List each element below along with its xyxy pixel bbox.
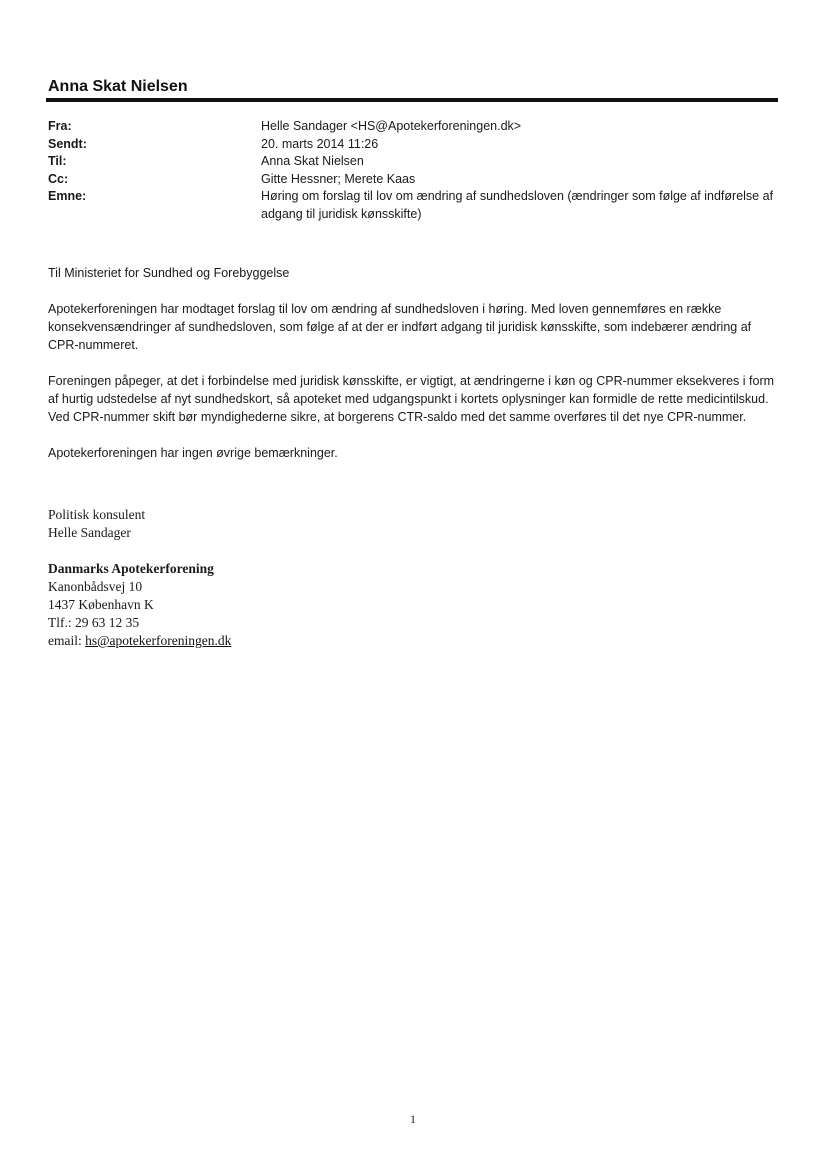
meta-label-sent: Sendt:	[48, 136, 87, 151]
meta-row-subject	[48, 188, 778, 223]
meta-label-to: Til:	[48, 154, 67, 168]
email-body	[48, 264, 778, 480]
body-paragraph-1: Apotekerforeningen har modtaget forslag til lov om ændring af sundhedsloven i høring. Med loven gennemføres en række konsekvensændringer af sundhedsloven, som følge af at der er indført adgang til juridisk kønsskifte, som indebærer ændring af CPR-nummeret.	[48, 302, 752, 352]
signature-organization: Danmarks Apotekerforening	[48, 561, 214, 576]
meta-label-subject: Emne:	[48, 189, 87, 203]
signature-email-line	[48, 632, 548, 650]
signature-city: 1437 København K	[48, 597, 154, 612]
signature-street: Kanonbådsvej 10	[48, 579, 143, 594]
meta-row-cc	[48, 171, 778, 189]
meta-row-from	[48, 118, 778, 136]
signature-phone: Tlf.: 29 63 12 35	[48, 615, 140, 630]
greeting: Til Ministeriet for Sundhed og Forebyggelse	[48, 266, 290, 280]
signature-name: Helle Sandager	[48, 525, 131, 540]
body-paragraph-2: Foreningen påpeger, at det i forbindelse med juridisk kønsskifte, er vigtigt, at ændringerne i køn og CPR-nummer eksekveres i form af hurtig udstedelse af nyt sundhedskort, så apoteket med udgangspunkt i kortets oplysninger kan formidle de rette medicintilskud. Ved CPR-nummer skift bør myndighederne sikre, at borgerens CTR-saldo med det samme overføres til det nye CPR-nummer.	[48, 374, 775, 424]
meta-value-cc: Gitte Hessner; Merete Kaas	[261, 171, 416, 186]
email-meta	[48, 118, 778, 223]
signature-title: Politisk konsulent	[48, 507, 146, 522]
meta-value-from: Helle Sandager <HS@Apotekerforeningen.dk>	[261, 119, 522, 133]
signature-email-link[interactable]: hs@apotekerforeningen.dk	[85, 633, 232, 648]
meta-row-to	[48, 153, 778, 171]
meta-value-to: Anna Skat Nielsen	[261, 154, 364, 168]
meta-row-sent	[48, 136, 778, 154]
meta-value-subject: Høring om forslag til lov om ændring af sundhedsloven (ændringer som følge af indførelse af adgang til juridisk kønsskifte)	[261, 189, 774, 221]
meta-value-sent: 20. marts 2014 11:26	[261, 136, 379, 151]
signature-email-prefix: email:	[48, 633, 86, 648]
meta-label-from: Fra:	[48, 119, 72, 133]
header-divider	[46, 98, 778, 102]
sender-header-name: Anna Skat Nielsen	[48, 78, 188, 95]
signature-block	[48, 506, 548, 650]
page-number: 1	[410, 1112, 416, 1126]
meta-label-cc: Cc:	[48, 171, 69, 186]
body-paragraph-3: Apotekerforeningen har ingen øvrige bemærkninger.	[48, 446, 338, 460]
